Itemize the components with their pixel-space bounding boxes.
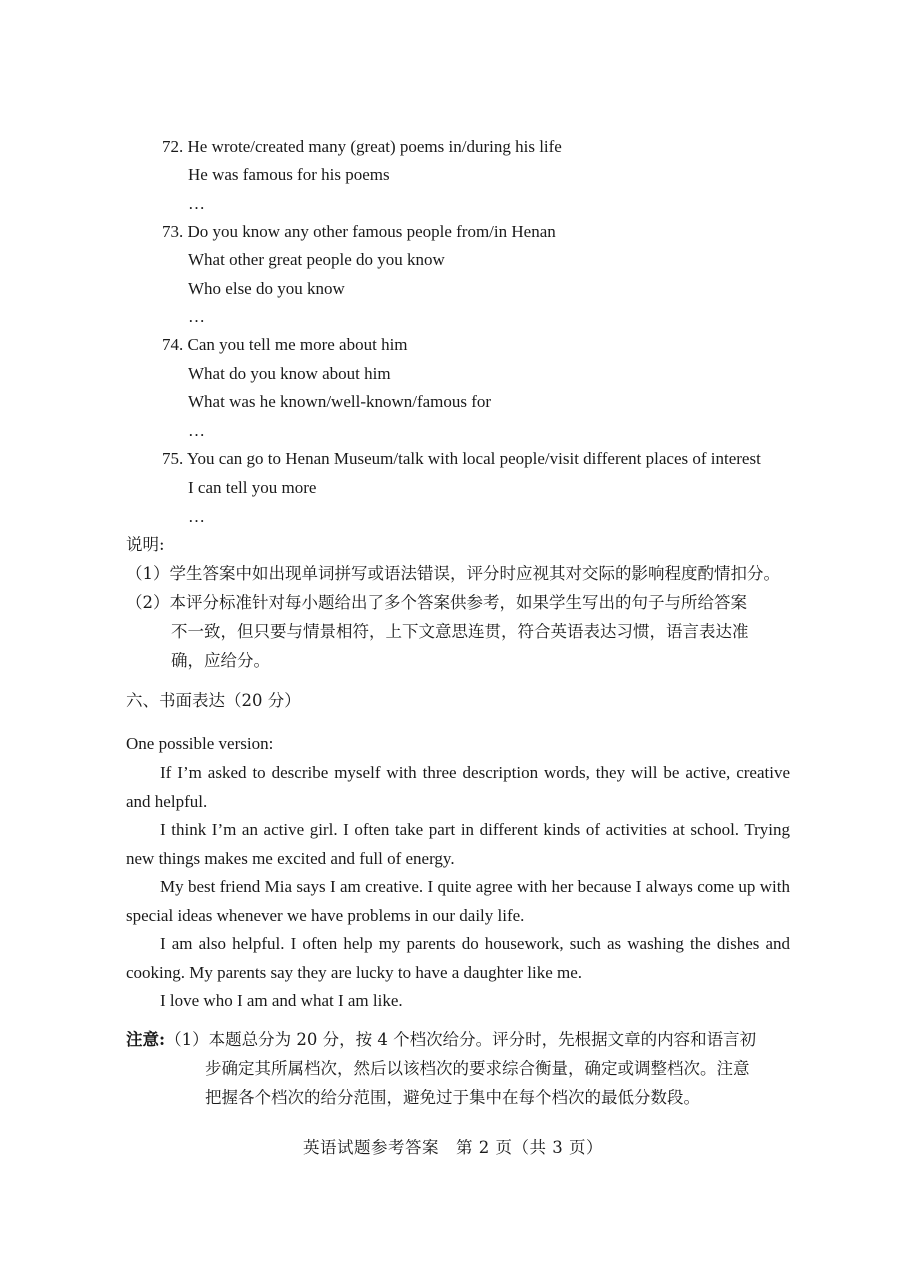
answer-text: Do you know any other famous people from/in Henan: [187, 222, 556, 241]
section-6-heading: 六、书面表达（20 分）: [126, 691, 301, 710]
notes-item-2-line-3: 确，应给分。: [171, 651, 270, 670]
answer-73-line-3: Who else do you know: [188, 279, 345, 298]
attention-line-2: 步确定其所属档次，然后以该档次的要求综合衡量，确定或调整档次。注意: [205, 1059, 750, 1078]
attention-label: 注意:: [126, 1030, 166, 1049]
answer-72-line-2: He was famous for his poems: [188, 165, 390, 184]
answer-text: Can you tell me more about him: [187, 335, 408, 354]
question-number: 72.: [162, 137, 184, 156]
answer-74-line-2: What do you know about him: [188, 364, 391, 383]
attention-line-3: 把握各个档次的给分范围，避免过于集中在每个档次的最低分数段。: [205, 1088, 700, 1107]
notes-item-1: （1）学生答案中如出现单词拼写或语法错误，评分时应视其对交际的影响程度酌情扣分。: [126, 564, 780, 583]
question-number: 75.: [162, 449, 184, 468]
answer-text: He wrote/created many (great) poems in/during his life: [187, 137, 562, 156]
notes-item-2-line-2: 不一致，但只要与情景相符，上下文意思连贯，符合英语表达习惯，语言表达准: [171, 622, 749, 641]
answer-72-ellipsis: …: [188, 194, 205, 213]
answer-72-line-1: [162, 136, 562, 158]
question-number: 74.: [162, 335, 184, 354]
attention-item-1-text: （1）本题总分为 20 分，按 4 个档次给分。评分时，先根据文章的内容和语言初: [165, 1030, 757, 1049]
answer-75-ellipsis: …: [188, 507, 205, 526]
answer-73-ellipsis: …: [188, 307, 205, 326]
answer-74-ellipsis: …: [188, 421, 205, 440]
page-footer: 英语试题参考答案 第 2 页（共 3 页）: [303, 1138, 603, 1157]
answer-73-line-1: [162, 221, 556, 243]
essay-paragraph-5: I love who I am and what I am like.: [160, 991, 403, 1010]
essay-paragraph-3: My best friend Mia says I am creative. I quite agree with her because I always come up with special ideas whenever we have problems in our daily life.: [126, 877, 790, 925]
answer-text: You can go to Henan Museum/talk with local people/visit different places of interest: [186, 449, 761, 468]
attention-line-1: [126, 1029, 756, 1051]
answer-75-line-1: [162, 448, 761, 470]
question-number: 73.: [162, 222, 184, 241]
answer-75-line-2: I can tell you more: [188, 478, 317, 497]
answer-74-line-3: What was he known/well-known/famous for: [188, 392, 492, 411]
essay-paragraph-4: I am also helpful. I often help my parents do housework, such as washing the dishes and cooking. My parents say they are lucky to have a daughter like me.: [126, 934, 790, 982]
version-label: One possible version:: [126, 734, 274, 753]
essay-paragraph-2: I think I’m an active girl. I often take part in different kinds of activities at school. Trying new things makes me excited and full of energy.: [126, 820, 790, 868]
notes-item-2-line-1: （2）本评分标准针对每小题给出了多个答案供参考，如果学生写出的句子与所给答案: [126, 593, 747, 612]
notes-heading: 说明:: [126, 535, 165, 554]
essay-paragraph-1: If I’m asked to describe myself with three description words, they will be active, creative and helpful.: [126, 763, 790, 811]
answer-74-line-1: [162, 334, 408, 356]
answer-73-line-2: What other great people do you know: [188, 250, 445, 269]
